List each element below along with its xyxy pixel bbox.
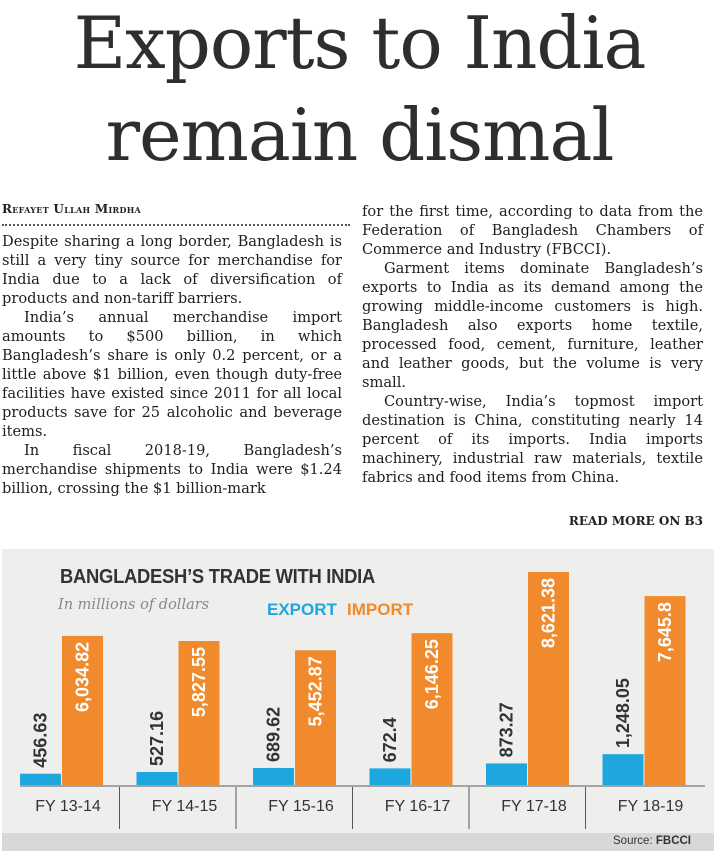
- paragraph: In fiscal 2018-19, Bangladesh’s merchandise shipments to India were $1.24 billion, crossing the $1 billion-mark: [2, 442, 342, 497]
- paragraph: for the first time, according to data from the Federation of Bangladesh Chambers of Commerce and Industry (FBCCI).: [362, 203, 703, 258]
- source-bar: [2, 833, 714, 851]
- chart-subtitle: In millions of dollars: [58, 597, 210, 613]
- import-value-label: 7,645.8: [655, 602, 675, 663]
- paragraph: India’s annual merchandise import amounts to $500 billion, in which Bangladesh’s share is only 0.2 percent, or a little above $1 billion, even though duty-free facilities have existed since 2011 for all local products save for 25 alcoholic and beverage items.: [2, 309, 342, 440]
- export-value-label: 672.4: [380, 717, 400, 763]
- paragraph: Despite sharing a long border, Bangladesh is still a very tiny source for merchandise for India due to a lack of diversification of products and non-tariff barriers.: [2, 233, 342, 307]
- export-value-label: 456.63: [30, 712, 51, 768]
- export-bar: [370, 768, 411, 785]
- export-bar: [486, 763, 527, 785]
- category-label: FY 13-14: [35, 798, 101, 815]
- category-label: FY 14-15: [151, 798, 218, 815]
- export-value-label: 1,248.05: [613, 678, 633, 749]
- category-label: FY 17-18: [501, 798, 567, 815]
- import-value-label: 6,034.82: [72, 641, 93, 712]
- category-label: FY 15-16: [268, 798, 334, 815]
- export-value-label: 689.62: [263, 706, 284, 762]
- source-credit: [613, 835, 691, 847]
- source-prefix: Source:: [613, 835, 653, 847]
- import-value-label: 8,621.38: [538, 578, 559, 649]
- chart-title: BANGLADESH’S TRADE WITH INDIA: [60, 566, 376, 588]
- paragraph: Country-wise, India’s topmost import destination is China, constituting nearly 14 percent of its imports. India imports machinery, industrial raw materials, textile fabrics and food items from China.: [362, 393, 703, 486]
- legend-import: IMPORT: [347, 600, 414, 619]
- source-name: FBCCI: [655, 835, 691, 847]
- category-label: FY 16-17: [384, 798, 451, 815]
- export-bar: [137, 772, 178, 785]
- paragraph: Garment items dominate Bangladesh’s exports to India as its demand among the growing middle-income customers is high. Bangladesh also exports home textile, processed food, cement, furniture, leather and leather goods, but the volume is very small.: [362, 260, 703, 391]
- headline-line-1: Exports to India: [73, 1, 646, 85]
- read-more-link[interactable]: READ MORE ON B3: [568, 514, 703, 528]
- import-value-label: 5,452.87: [305, 656, 326, 727]
- import-value-label: 5,827.55: [189, 647, 209, 718]
- export-bar: [20, 774, 61, 785]
- category-label: FY 18-19: [617, 798, 684, 815]
- export-value-label: 527.16: [147, 710, 167, 766]
- headline-line-2: remain dismal: [105, 93, 614, 177]
- byline: Refayet Ullah Mirdha: [2, 202, 142, 216]
- legend-export: EXPORT: [267, 600, 337, 619]
- export-value-label: 873.27: [496, 702, 517, 758]
- export-bar: [253, 768, 294, 785]
- import-value-label: 6,146.25: [422, 639, 442, 710]
- export-bar: [603, 754, 644, 785]
